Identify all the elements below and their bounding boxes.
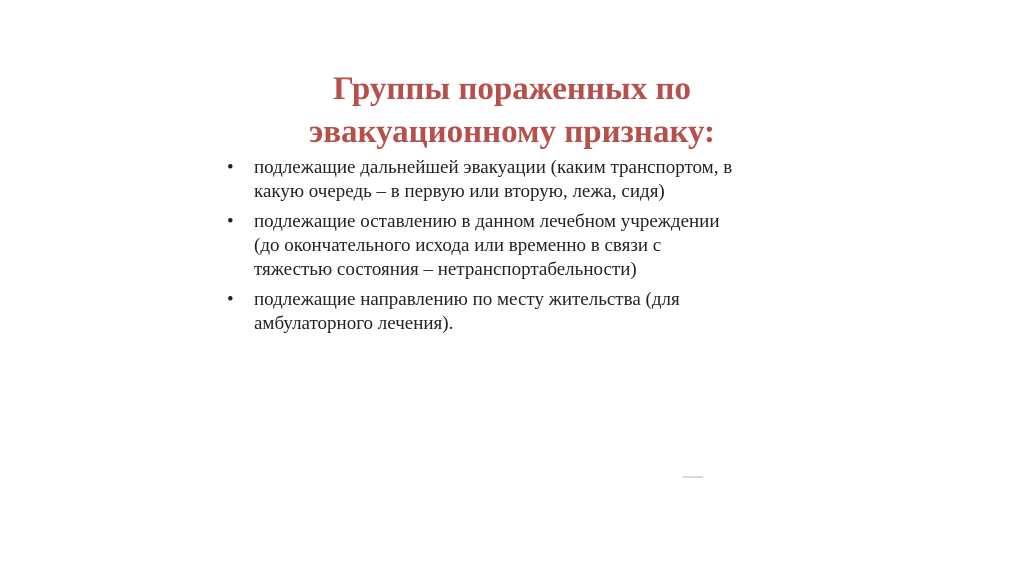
slide-title	[200, 68, 824, 154]
divider-mark	[683, 476, 703, 478]
bullet-list	[227, 156, 827, 342]
bullet-item	[227, 288, 827, 336]
bullet-item	[227, 156, 827, 204]
bullet-dot-icon: •	[227, 211, 234, 232]
bullet-text-line: какую очередь – в первую или вторую, лежа, сидя)	[254, 181, 665, 202]
bullet-dot-icon: •	[227, 157, 234, 178]
title-line-2: эвакуационному признаку:	[308, 114, 716, 150]
bullet-dot-icon: •	[227, 289, 234, 310]
bullet-text-line: подлежащие дальнейшей эвакуации (каким транспортом, в	[254, 157, 733, 178]
bullet-text-line: (до окончательного исхода или временно в связи с	[254, 235, 662, 256]
title-line-1: Группы пораженных по	[333, 71, 691, 107]
bullet-text-line: тяжестью состояния – нетранспортабельности)	[254, 259, 637, 280]
bullet-text-line: подлежащие оставлению в данном лечебном учреждении	[254, 211, 720, 232]
bullet-text-line: подлежащие направлению по месту жительства (для	[254, 289, 680, 310]
bullet-item	[227, 210, 827, 282]
bullet-text-line: амбулаторного лечения).	[254, 313, 454, 334]
